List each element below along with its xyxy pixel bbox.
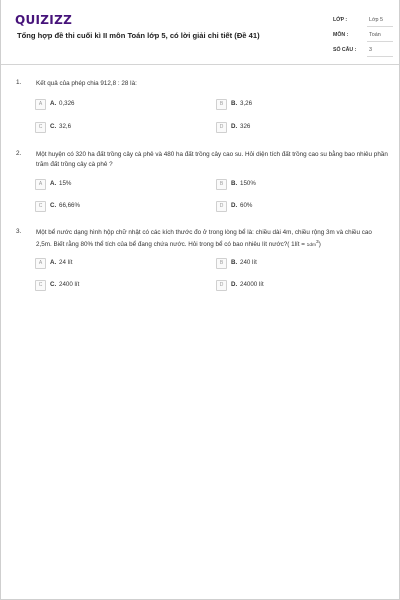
question-text-main: Một bể nước dạng hình hộp chữ nhật có các kích thước đo ở trong lòng bể là: chiều dài 4m, chiều rộng 3m và chiều cao 2,5m. Biết rằng 80% thể tích của bể đang chứa nước. Hỏi trong bể có bao nhiêu lít nước?( 1lít =: [36, 229, 372, 249]
worksheet-header: [1, 0, 399, 65]
option-letter: D.: [231, 202, 238, 209]
option-letter: A.: [50, 180, 57, 187]
option-text: 24 lít: [59, 259, 73, 266]
meta-count-row: [333, 44, 393, 58]
option-box-d[interactable]: D: [216, 122, 227, 133]
question-number: 3.: [16, 228, 22, 235]
option-letter: B.: [231, 259, 238, 266]
meta-count-value: 3: [369, 47, 372, 53]
option-text: 326: [240, 123, 251, 130]
question-text: [36, 228, 388, 251]
option-text: 66,66%: [59, 202, 80, 209]
option-box-a[interactable]: A: [35, 258, 46, 269]
option-text: 60%: [240, 202, 253, 209]
meta-class-underline: [367, 26, 393, 27]
option-box-b[interactable]: B: [216, 179, 227, 190]
option-letter: C.: [50, 281, 57, 288]
quizizz-logo: QUIZIZZ: [15, 13, 73, 27]
option-box-a[interactable]: A: [35, 99, 46, 110]
option-letter: B.: [231, 100, 238, 107]
question-number: 1.: [16, 79, 22, 86]
option-text: 32,6: [59, 123, 72, 130]
option-letter: B.: [231, 180, 238, 187]
meta-subject-value: Toán: [369, 32, 381, 38]
option-letter: D.: [231, 281, 238, 288]
option-letter: D.: [231, 123, 238, 130]
meta-class-label: LỚP :: [333, 17, 348, 23]
worksheet-meta: [333, 14, 393, 59]
option-box-c[interactable]: C: [35, 201, 46, 212]
meta-class-row: [333, 14, 393, 28]
option-letter: C.: [50, 202, 57, 209]
option-box-d[interactable]: D: [216, 201, 227, 212]
question-text: Kết quả của phép chia 912,8 : 28 là:: [36, 80, 137, 87]
meta-subject-row: [333, 29, 393, 43]
worksheet-title: Tổng hợp đề thi cuối kì II môn Toán lớp 5, có lời giải chi tiết (Đề 41): [17, 31, 260, 40]
option-text: 150%: [240, 180, 256, 187]
option-letter: A.: [50, 100, 57, 107]
meta-count-label: SỐ CÂU :: [333, 47, 357, 53]
question-number: 2.: [16, 150, 22, 157]
meta-class-value: Lớp 5: [369, 17, 384, 23]
option-box-c[interactable]: C: [35, 280, 46, 291]
option-letter: C.: [50, 123, 57, 130]
question-text: Một huyện có 320 ha đất trồng cây cà phê và 480 ha đất trồng cây cao su. Hỏi diện tích đất trồng cao su bằng bao nhiêu phần trăm đất trồng cây cà phê ?: [36, 151, 388, 168]
meta-subject-underline: [367, 41, 393, 42]
option-box-b[interactable]: B: [216, 99, 227, 110]
question-text-exponent: 3: [316, 240, 319, 245]
option-box-d[interactable]: D: [216, 280, 227, 291]
option-box-b[interactable]: B: [216, 258, 227, 269]
option-text: 240 lít: [240, 259, 257, 266]
option-text: 0,326: [59, 100, 75, 107]
meta-count-underline: [367, 56, 393, 57]
question-text-unit: 1dm: [306, 243, 317, 249]
meta-subject-label: MÔN :: [333, 32, 349, 38]
option-text: 3,26: [240, 100, 253, 107]
option-text: 24000 lít: [240, 281, 264, 288]
option-box-c[interactable]: C: [35, 122, 46, 133]
option-text: 15%: [59, 180, 72, 187]
option-letter: A.: [50, 259, 57, 266]
option-text: 2400 lít: [59, 281, 80, 288]
option-box-a[interactable]: A: [35, 179, 46, 190]
question-text-end: ): [318, 241, 321, 249]
